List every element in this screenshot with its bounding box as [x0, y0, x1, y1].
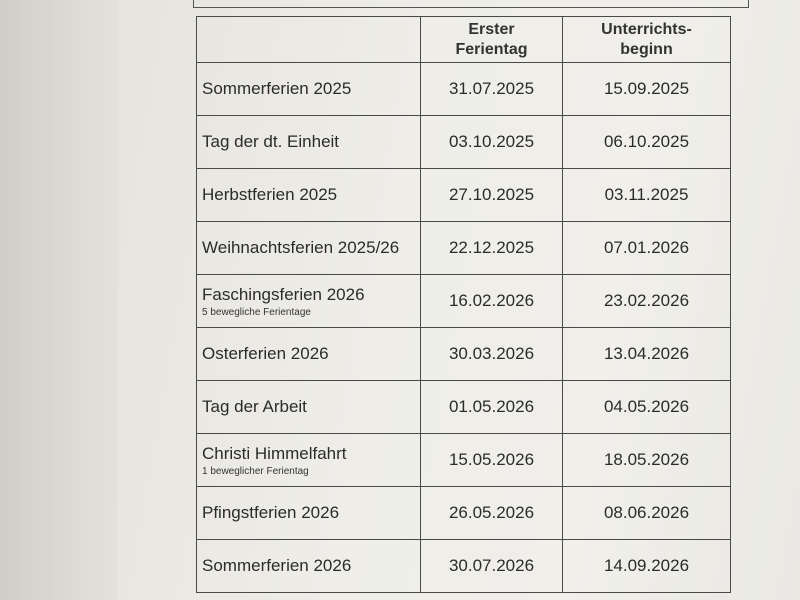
- holiday-name-cell: [197, 63, 421, 116]
- holiday-name: Tag der Arbeit: [202, 397, 307, 416]
- school-start-cell: 06.10.2025: [563, 116, 731, 169]
- first-day-cell: 03.10.2025: [421, 116, 563, 169]
- school-start-cell: 15.09.2025: [563, 63, 731, 116]
- school-start-cell: 14.09.2026: [563, 540, 731, 593]
- table-row: [197, 381, 731, 434]
- first-day-cell: 16.02.2026: [421, 275, 563, 328]
- table-row: [197, 487, 731, 540]
- holiday-note: 5 bewegliche Ferientage: [202, 306, 311, 318]
- holiday-name-cell: [197, 169, 421, 222]
- school-start-cell: 13.04.2026: [563, 328, 731, 381]
- holiday-name: Pfingstferien 2026: [202, 503, 340, 522]
- holiday-name-cell: [197, 487, 421, 540]
- cropped-title-box: [193, 0, 749, 8]
- header-empty-cell: [197, 17, 421, 63]
- holiday-name: Christi Himmelfahrt: [202, 443, 347, 463]
- header-first-day: Erster Ferientag: [421, 17, 563, 63]
- school-start-cell: 23.02.2026: [563, 275, 731, 328]
- school-start-cell: 04.05.2026: [563, 381, 731, 434]
- paper-background-edge: [0, 0, 122, 600]
- first-day-cell: 15.05.2026: [421, 434, 563, 487]
- holiday-note: 1 beweglicher Ferientag: [202, 465, 309, 477]
- school-start-cell: 03.11.2025: [563, 169, 731, 222]
- first-day-cell: 30.03.2026: [421, 328, 563, 381]
- school-start-cell: 08.06.2026: [563, 487, 731, 540]
- table-row: [197, 63, 731, 116]
- holiday-name: Tag der dt. Einheit: [202, 132, 340, 151]
- header-school-start: Unterrichts- beginn: [563, 17, 731, 63]
- table-row: [197, 434, 731, 487]
- table-row: [197, 169, 731, 222]
- holiday-name: Herbstferien 2025: [202, 185, 338, 204]
- table-row: [197, 328, 731, 381]
- holiday-name-cell: [197, 116, 421, 169]
- school-start-cell: 18.05.2026: [563, 434, 731, 487]
- holiday-name: Weihnachtsferien 2025/26: [202, 238, 400, 257]
- first-day-cell: 31.07.2025: [421, 63, 563, 116]
- holiday-name: Sommerferien 2026: [202, 556, 352, 575]
- table-header-row: [197, 17, 731, 63]
- holiday-name-cell: [197, 381, 421, 434]
- first-day-cell: 30.07.2026: [421, 540, 563, 593]
- first-day-cell: 27.10.2025: [421, 169, 563, 222]
- holiday-name: Osterferien 2026: [202, 344, 329, 363]
- school-start-cell: 07.01.2026: [563, 222, 731, 275]
- holiday-name: Sommerferien 2025: [202, 79, 352, 98]
- table-row: [197, 116, 731, 169]
- first-day-cell: 22.12.2025: [421, 222, 563, 275]
- table-row: [197, 540, 731, 593]
- table-row: [197, 275, 731, 328]
- holiday-name-cell: [197, 540, 421, 593]
- holiday-name-cell: [197, 222, 421, 275]
- table-row: [197, 222, 731, 275]
- holiday-table: [196, 16, 731, 593]
- first-day-cell: 26.05.2026: [421, 487, 563, 540]
- first-day-cell: 01.05.2026: [421, 381, 563, 434]
- holiday-name-cell: [197, 328, 421, 381]
- holiday-name: Faschingsferien 2026: [202, 284, 365, 304]
- holiday-name-cell: [197, 434, 421, 487]
- holiday-name-cell: [197, 275, 421, 328]
